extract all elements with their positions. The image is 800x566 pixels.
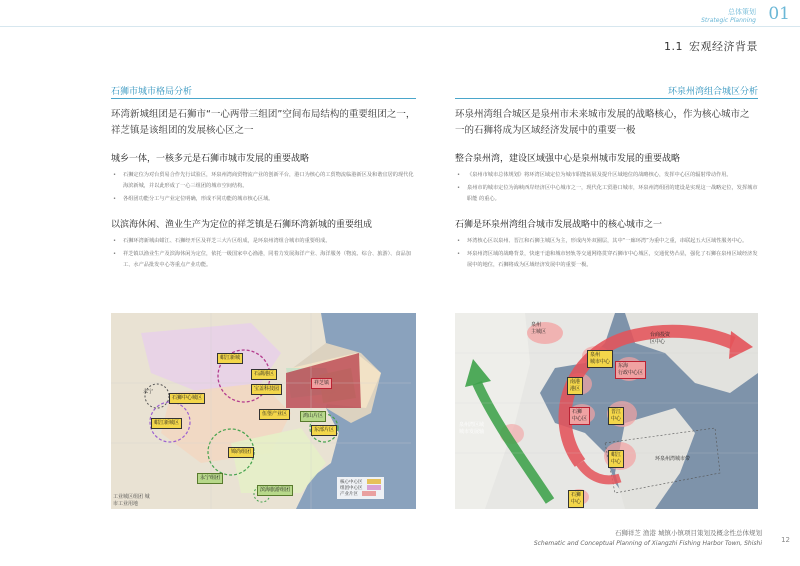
right-bullets-2 [455,236,758,271]
map-label-hanjiang-center: 蚶江 中心 [608,450,624,468]
list-item: • 祥芝镇以渔业生产及滨海休闲为定位，依托一级国家中心渔港，同着力发展海洋产业、海洋服务（物流、综合、旅游）、食品加工、水产品批发中心等重点产业功能。 [111,249,416,271]
map-label-jinshang-group: 锦尚组团 [228,447,254,458]
left-subhead-1: 城乡一体，一核多元是石狮市城市发展的重要战略 [111,154,310,164]
legend-item: 产业片区 [340,491,381,497]
right-subhead-2: 石狮是环泉州湾组合城市发展战略中的核心城市之一 [455,220,663,230]
map-label-shihu-port: 石湖港区 [251,369,277,380]
map-label-yongning-group: 永宁组团 [197,473,223,484]
map-label-quanzhou-center: 泉州 城市中心 [587,350,613,368]
right-intro: 环泉州湾组合城区是泉州市未来城市发展的战略核心，作为核心城市之一的石狮将成为区域经济发展中的重要一极 [455,109,750,136]
map-label-wubao-industry: 伍堡产业区 [259,409,290,420]
legend-swatch [362,491,376,496]
right-heading-rule [455,98,758,99]
left-intro: 环湾新城组团是石狮市“一心两带三组团”空间布局结构的重要组团之一，祥芝镇是该组团的发展核心区之一 [111,109,416,136]
map-label-coastal-tourism: 滨海旅游组团 [257,485,293,496]
footer-title-cn: 石狮祥芝 渔港 城镇小镇项目策划及概念性总体规划 [614,529,762,537]
list-item: • 石狮环湾新城由蚶江、石狮经开区及祥芝三大片区组成，是环泉州湾组合城市的重要组成。 [111,236,416,247]
map-label-donghai: 东海 行政中心区 [615,361,646,379]
right-bullets-1 [455,170,758,205]
legend-item: 组团中心区 [340,485,381,491]
page-number: 12 [781,536,790,544]
left-subhead-2: 以滨海休闲、渔业生产为定位的祥芝镇是石狮环湾新城的重要组成 [111,220,373,230]
left-text-column [111,107,416,273]
footer-title-en: Schematic and Conceptual Planning of Xiangzhi Fishing Harbor Town, Shishi [533,540,762,547]
map-label-hanjiang-newtown: 蚶江新城 [217,353,243,364]
right-subhead-1: 整合泉州湾，建设区域强中心是泉州城市发展的重要战略 [455,154,681,164]
chapter-tag-cn: 总体策划 [728,8,756,16]
left-heading-rule [111,98,416,99]
list-item: • 环泉州湾区域的战略背景，快速干道和城市轻轨等交通网络贯穿石狮市中心城区，交通优势凸显，强化了石狮在泉州区域经济发展中的地位，石狮将成为区域经济发展中的重要一极。 [455,249,758,271]
list-item: • 环湾核心区以泉州、晋江和石狮主城区为主，形成内外双圈层，其中“一廊环湾”为重中之重，串联起五大区域性服务中心。 [455,236,758,247]
list-item: • 泉州市的城市定位为海峡西岸经济区中心城市之一，现代化工贸港口城市，环泉州湾组团的建设是实现这一战略定位，发挥城市职能 的重心。 [455,183,758,205]
section-title [664,38,758,54]
section-number: 1.1 [664,40,683,53]
legend-swatch [367,479,381,484]
legend-swatch [367,485,381,490]
map-label-east-district: 东部片区 [311,425,337,436]
map-label-shishi-center: 石狮中心城区 [169,393,205,404]
map-label-hanjiang-district: 蚶江新城区 [151,418,182,429]
map-label-bay-belt: 环泉州湾城市带 [655,456,691,462]
right-map-graphic [455,313,758,509]
section-title-text: 宏观经济背景 [689,40,758,53]
shishi-city-structure-map [111,313,416,509]
map-label-jinjiang-center: 晋江 中心 [608,407,624,425]
chapter-tag-en: Strategic Planning [701,17,756,24]
map-label-nangang: 南港 港区 [567,377,583,395]
list-item: • 石狮定位为对台贸易合作先行试验区，环泉州湾商贸物流产业的创新平台，港口为核心的工贸物流临港新区及和谐宜居的现代化海滨新城，并以此形成了一心三组团的城市空间结构。 [111,170,416,192]
chapter-number: 01 [768,4,790,24]
map-label-quanzhou-main: 泉州 主城区 [531,322,547,335]
left-bullets-1 [111,170,416,205]
map-label-shishi-center-zone: 石狮 中心区 [569,407,590,425]
quanzhou-bay-map [455,313,758,509]
map-label-hongshan: 鸿山片区 [300,411,326,422]
right-column-heading: 环泉州湾组合城区分析 [667,87,758,97]
list-item: • 各组团功能分工与产业定位明确，形成不同功能的城市核心区域。 [111,194,416,205]
list-item: • 《泉州市城市总体规划》将环湾区域定位为城市职能拓展及提升区域地位的战略核心，发挥中心区的辐射带动作用。 [455,170,758,181]
map-label-baogai-tech: 宝盖科技园 [251,384,282,395]
map-label-yongning: 永宁 [143,389,154,395]
map-label-shishi-center: 石狮 中心 [568,490,584,508]
legend-item: 核心中心区 [340,479,381,485]
map-legend [337,477,384,499]
map-corner-note: 工业城区组团 城 市工业用地 [113,494,150,507]
header-divider [0,26,800,27]
map-label-development-axis: 泉州湾区域 城市发展轴 [459,422,485,435]
map-label-xiangzhi: 祥芝镇 [311,378,332,389]
left-bullets-2 [111,236,416,271]
map-label-taishang: 台商投资 区中心 [650,332,671,345]
left-column-heading: 石狮市城市格局分析 [111,87,193,97]
right-text-column [455,107,758,273]
